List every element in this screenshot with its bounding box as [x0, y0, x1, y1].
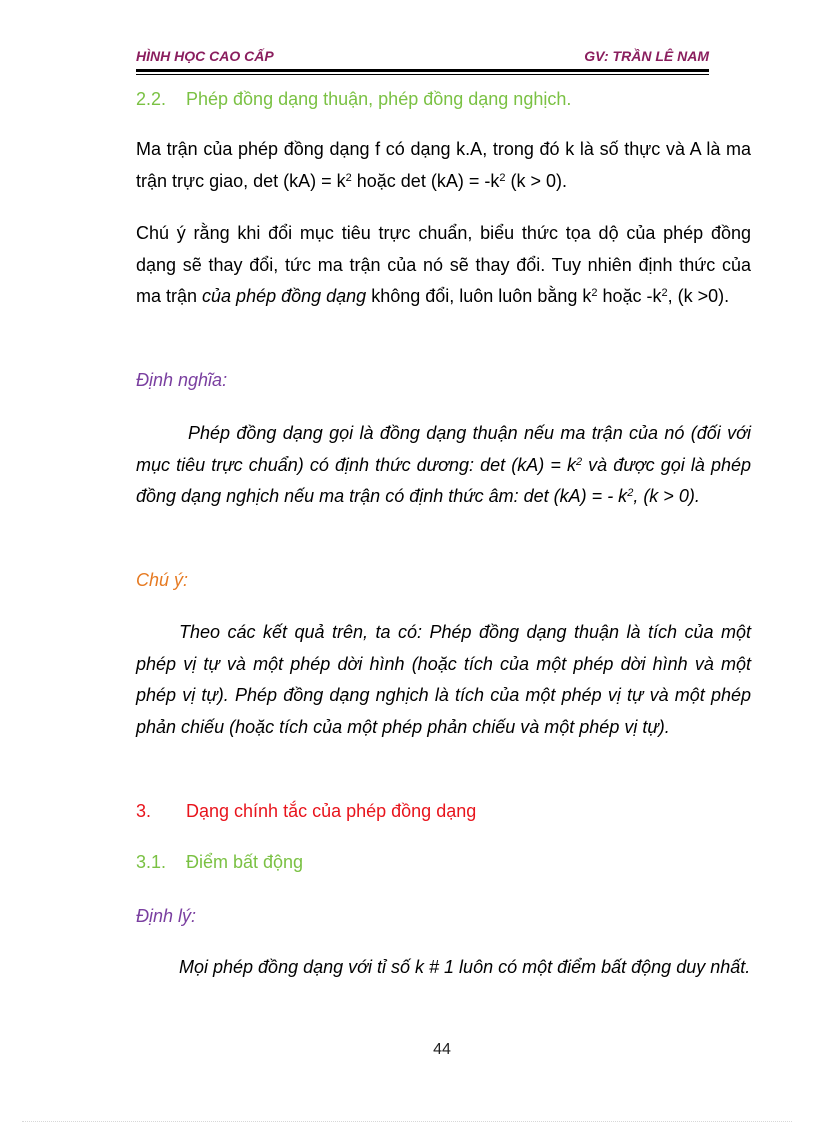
section-title: Phép đồng dạng thuận, phép đồng dạng nghịch.: [186, 89, 572, 109]
text-run: Ma trận của phép đồng dạng f có dạng k.A, trong đó k là số thực và A là ma trận trực giao, det (kA) = k: [136, 139, 751, 191]
text-run: hoặc -k: [597, 286, 662, 306]
definition-text: [136, 418, 751, 513]
note-label: Chú ý:: [136, 570, 189, 590]
text-run: Phép đồng dạng gọi là đồng dạng thuận nếu ma trận của nó (đối với mục tiêu trực chuẩn) có định thức dương: det (kA) = k: [136, 423, 751, 475]
section-heading-3-1: [136, 847, 751, 879]
definition-label: Định nghĩa:: [136, 370, 228, 390]
superscript: 2: [499, 171, 506, 184]
text-run: hoặc det (kA) = -k: [351, 170, 500, 191]
superscript: 2: [575, 455, 583, 468]
text-run: và được gọi là phép đồng dạng nghịch nếu ma trận có định thức âm: det (kA) = - k: [136, 454, 751, 506]
text-run: , (k >0).: [667, 286, 730, 306]
header-rule-thick: [136, 69, 709, 72]
theorem-text: Mọi phép đồng dạng với tỉ số k # 1 luôn có một điểm bất động duy nhất.: [179, 957, 751, 977]
section-title: Dạng chính tắc của phép đồng dạng: [186, 801, 477, 821]
section-number: 3.: [136, 801, 152, 821]
paragraph-frame-change: [136, 218, 751, 313]
superscript: 2: [627, 487, 634, 499]
section-number: 2.2.: [136, 89, 167, 109]
section-title: Điểm bất động: [186, 852, 304, 872]
paragraph-matrix-form: [136, 134, 751, 197]
note-text: Theo các kết quả trên, ta có: Phép đồng dạng thuận là tích của một phép vị tự và một phép dời hình (hoặc tích của một phép dời hình và một phép vị tự). Phép đồng dạng nghịch là tích của một phép vị tự và một phép phản chiếu (hoặc tích của một phép phản chiếu và một phép vị tự).: [136, 622, 751, 737]
section-number: 3.1.: [136, 852, 167, 872]
header-teacher-name: GV: TRẦN LÊ NAM: [584, 48, 709, 64]
text-run: không đổi, luôn luôn bằng k: [366, 286, 592, 306]
text-run: (k > 0).: [505, 170, 567, 191]
section-heading-2-2: [136, 84, 751, 116]
page-header: [136, 48, 709, 66]
superscript: 2: [661, 287, 668, 299]
footer-divider: [22, 1121, 792, 1122]
superscript: 2: [345, 171, 352, 184]
section-heading-3: [136, 796, 751, 828]
header-course-title: HÌNH HỌC CAO CẤP: [136, 48, 274, 64]
header-rule-thin: [136, 74, 709, 75]
text-run: , (k > 0).: [633, 486, 700, 506]
text-run: Chú ý rằng khi đổi mục tiêu trực chuẩn, biểu thức tọa dộ của phép đồng dạng sẽ thay đổi, tức ma trận của nó sẽ thay đổi. Tuy nhiên định thức của ma trận: [136, 223, 751, 306]
text-run-italic: của phép đồng dạng: [202, 286, 367, 306]
superscript: 2: [591, 287, 598, 299]
page-number: 44: [433, 1041, 451, 1058]
theorem-label: Định lý:: [136, 906, 197, 926]
